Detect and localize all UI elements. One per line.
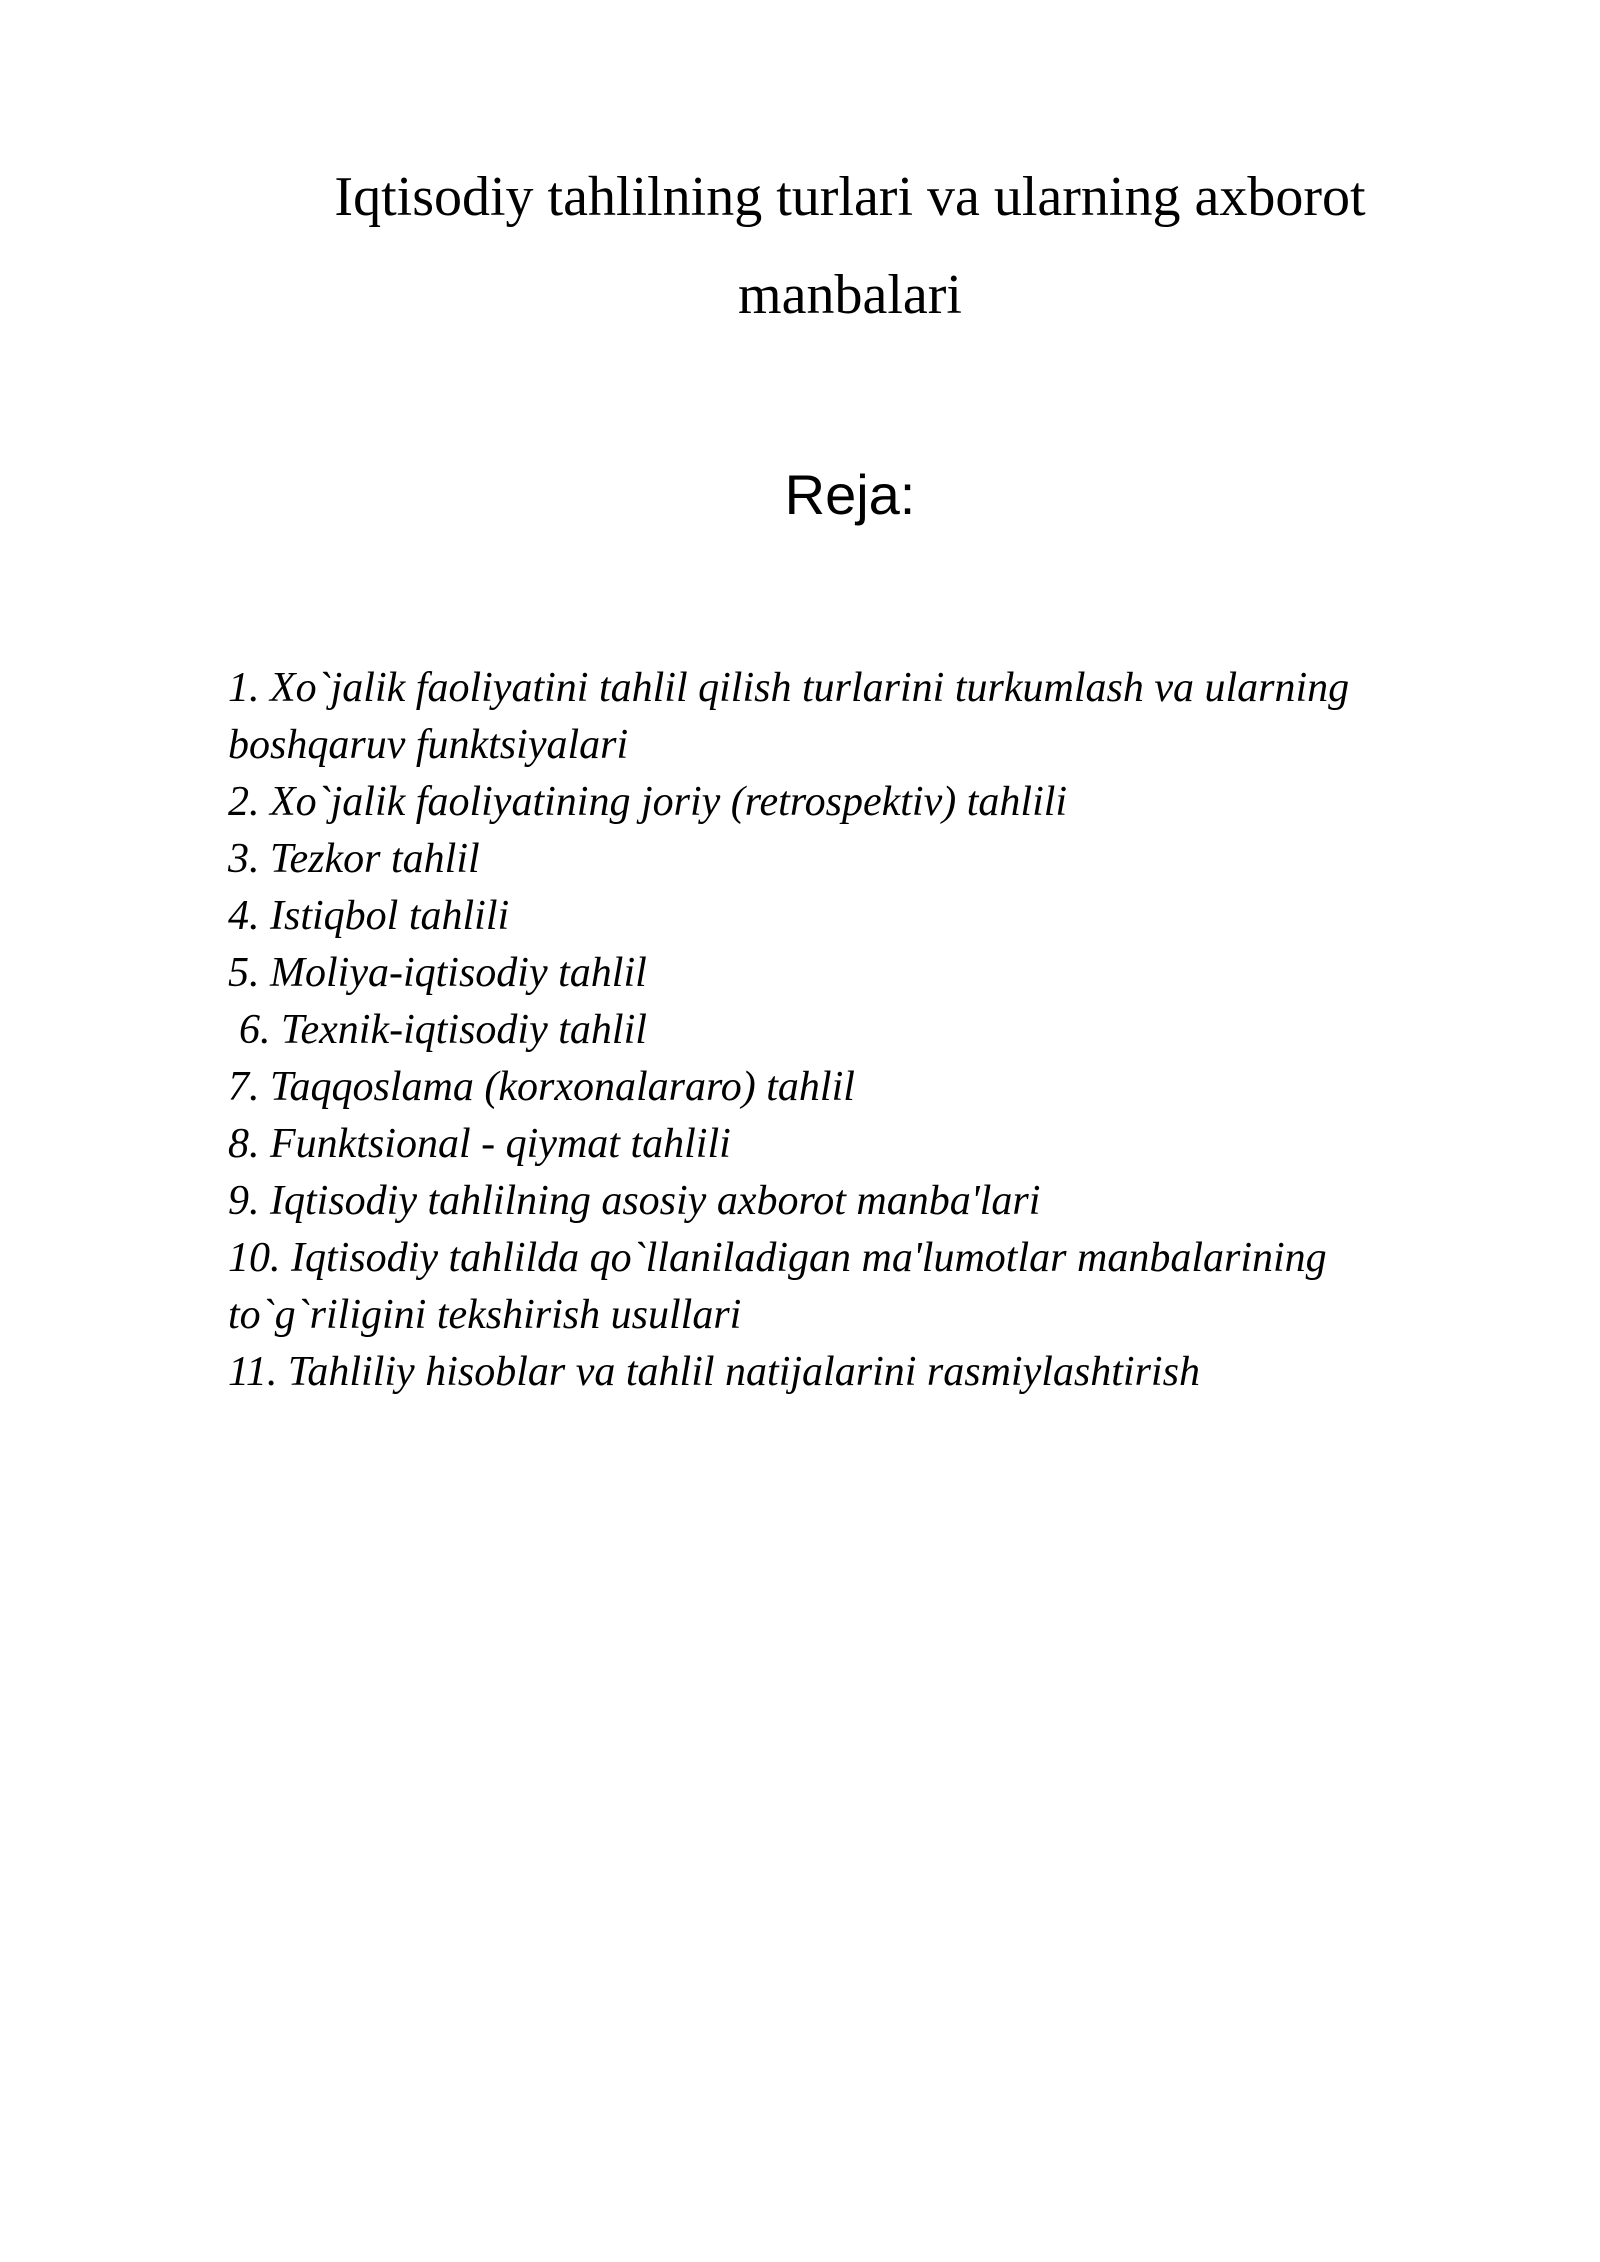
plan-heading: Reja: [784, 463, 916, 526]
plan-item-1: 1. Xo`jalik faoliyatini tahlil qilish turlarini turkumlash va ularning boshqaruv funktsiyalari [228, 665, 1350, 768]
plan-item-2: 2. Xo`jalik faoliyatining joriy (retrospektiv) tahlili [228, 779, 1068, 825]
plan-item-9: 9. Iqtisodiy tahlilning asosiy axborot manba'lari [228, 1178, 1041, 1224]
plan-list [228, 660, 1428, 1401]
plan-item-3: 3. Tezkor tahlil [228, 836, 480, 882]
document-title: Iqtisodiy tahlilning turlari va ularning axborot manbalari [334, 166, 1366, 326]
plan-item-8: 8. Funktsional - qiymat tahlili [228, 1121, 731, 1167]
plan-item-10: 10. Iqtisodiy tahlilda qo`llaniladigan ma'lumotlar manbalarining to`g`riligini tekshirish usullari [228, 1235, 1327, 1338]
plan-item-4: 4. Istiqbol tahlili [228, 893, 510, 939]
plan-item-6: 6. Texnik-iqtisodiy tahlil [239, 1007, 647, 1053]
plan-item-7: 7. Taqqoslama (korxonalararo) tahlil [228, 1064, 855, 1110]
plan-item-11: 11. Tahliliy hisoblar va tahlil natijalarini rasmiylashtirish [228, 1349, 1200, 1395]
plan-item-5: 5. Moliya-iqtisodiy tahlil [228, 950, 647, 996]
